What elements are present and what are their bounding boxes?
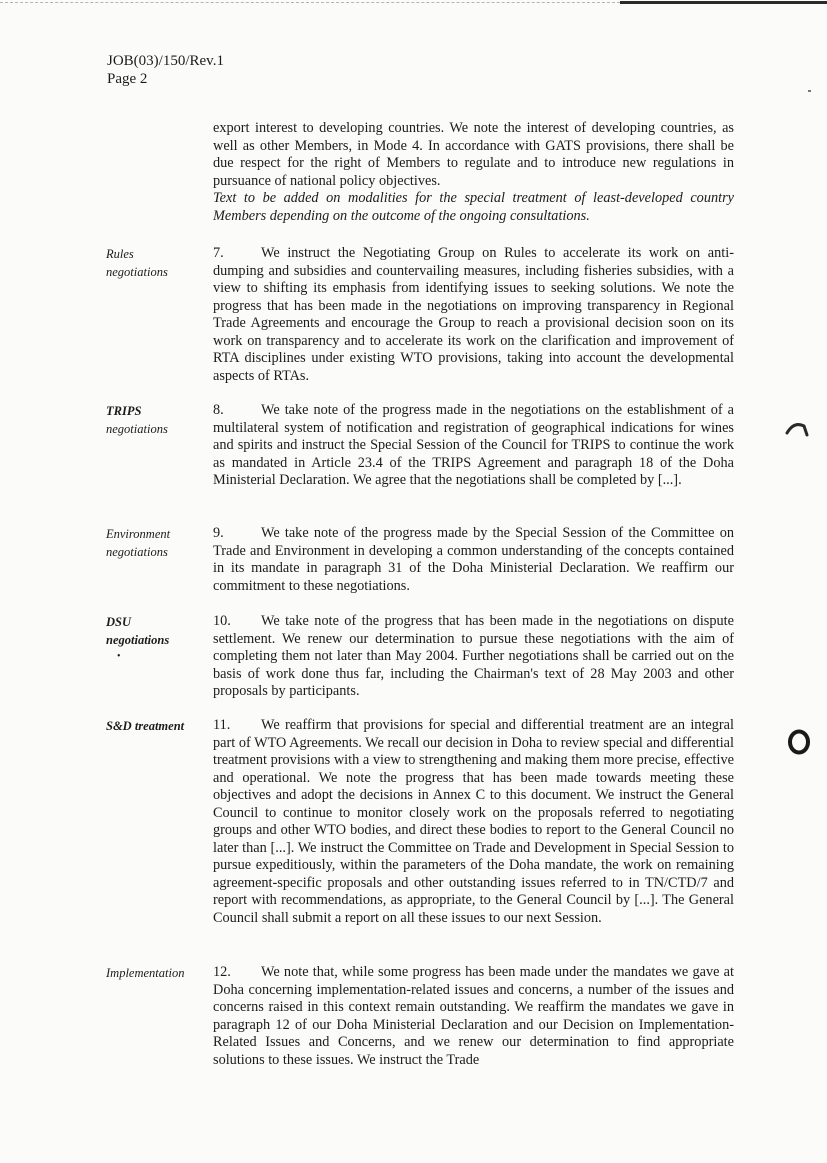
binder-hole-arc-icon (784, 418, 810, 442)
intro-italic-note: Text to be added on modalities for the special treatment of least-developed country Members depending on the outcome of the ongoing consultations. (213, 190, 734, 224)
paragraph-10 (213, 613, 734, 701)
paragraph-text: We reaffirm that provisions for special and differential treatment are an integral part of WTO Agreements. We recall our decision in Doha to review special and differential treatment provisions with a view to strengthening and making them more precise, effective and operational. We note the progress that has been made towards meeting these objectives and adopt the decisions in Annex C to this document. We instruct the General Council to continue to monitor closely work on the proposals referred to negotiating groups and other WTO bodies, and direct these bodies to report to the General Council no later than [...]. We instruct the Committee on Trade and Development in Special Session to pursue expeditiously, within the parameters of the Doha mandate, the work on remaining agreement-specific proposals and other outstanding issues referred to in TN/CTD/7 and report with recommendations, as appropriate, to the General Council by [...]. The General Council shall submit a report on all these issues to our next Session. (213, 717, 734, 926)
intro-text: export interest to developing countries. We note the interest of developing countries, as well as other Members, in Mode 4. In accordance with GATS provisions, there shall be due respect for the right of Members to regulate and to introduce new regulations in pursuance of national policy objectives. (213, 120, 734, 189)
margin-label: S&D treatment (106, 719, 185, 733)
paragraph-text: We take note of the progress made by the Special Session of the Committee on Trade and Environment in developing a common understanding of the concepts contained in its mandate in paragraph 31 of the Doha Ministerial Declaration. We reaffirm our commitment to these negotiations. (213, 525, 734, 594)
paragraph-number: 12. (213, 964, 231, 980)
scan-top-border (0, 0, 827, 8)
doc-symbol: JOB(03)/150/Rev.1 (107, 53, 224, 69)
paragraph-number: 7. (213, 245, 224, 261)
paragraph-number: 9. (213, 525, 224, 541)
scan-dashed-line (0, 2, 620, 3)
paragraph-text: We instruct the Negotiating Group on Rules to accelerate its work on anti-dumping and subsidies and countervailing measures, including fisheries subsidies, with a view to shifting its emphasis from identifying issues to seeking solutions. We note the progress that has been made in the negotiations on improving transparency in Regional Trade Agreements and encourage the Group to reach a provisional decision soon on its work on transparency and to accelerate its work on the clarification and improvement of RTA disciplines under existing WTO provisions, taking into account the developmental aspects of RTAs. (213, 245, 734, 384)
margin-label: Rules negotiations (106, 247, 168, 279)
margin-label: Environment negotiations (106, 527, 171, 559)
margin-label: TRIPS negotiations (106, 404, 168, 436)
paragraph-number: 11. (213, 717, 231, 733)
paragraph-text: We take note of the progress made in the negotiations on the establishment of a multilateral system of notification and registration of geographical indications for wines and spirits and instruct the Special Session of the Council for TRIPS to continue the work as mandated in Article 23.4 of the TRIPS Agreement and paragraph 18 of the Doha Ministerial Declaration. We agree that the negotiations shall be completed by [...]. (213, 402, 734, 488)
binder-hole-ring-icon (786, 728, 812, 756)
page-number: Page 2 (107, 71, 148, 87)
paragraph-text: We note that, while some progress has been made under the mandates we gave at Doha concerning implementation-related issues and concerns, a number of the issues and concerns raised in this context remain outstanding. We reaffirm the mandates we gave in paragraph 12 of our Doha Ministerial Declaration and our Decision on Implementation-Related Issues and Concerns, and we renew our determination to find appropriate solutions to these issues. We instruct the Trade (213, 964, 734, 1068)
paragraph-number: 10. (213, 613, 231, 629)
scan-edge-mark (808, 90, 811, 92)
scan-speck: • (117, 651, 121, 662)
paragraph-8 (213, 402, 734, 490)
paragraph-11 (213, 717, 734, 927)
paragraph-9 (213, 525, 734, 595)
margin-label: Implementation (106, 966, 185, 980)
paragraph-7 (213, 245, 734, 385)
intro-paragraph (213, 120, 734, 225)
paragraph-number: 8. (213, 402, 224, 418)
paragraph-text: We take note of the progress that has been made in the negotiations on dispute settlement. We renew our determination to pursue these negotiations with the aim of completing them not later than May 2004. Further negotiations shall be carried out on the basis of work done thus far, including the Chairman's text of 28 May 2003 and other proposals by participants. (213, 613, 734, 699)
scan-solid-line (620, 1, 827, 4)
page-header (107, 52, 224, 88)
margin-label: DSU negotiations (106, 615, 170, 647)
paragraph-12 (213, 964, 734, 1069)
